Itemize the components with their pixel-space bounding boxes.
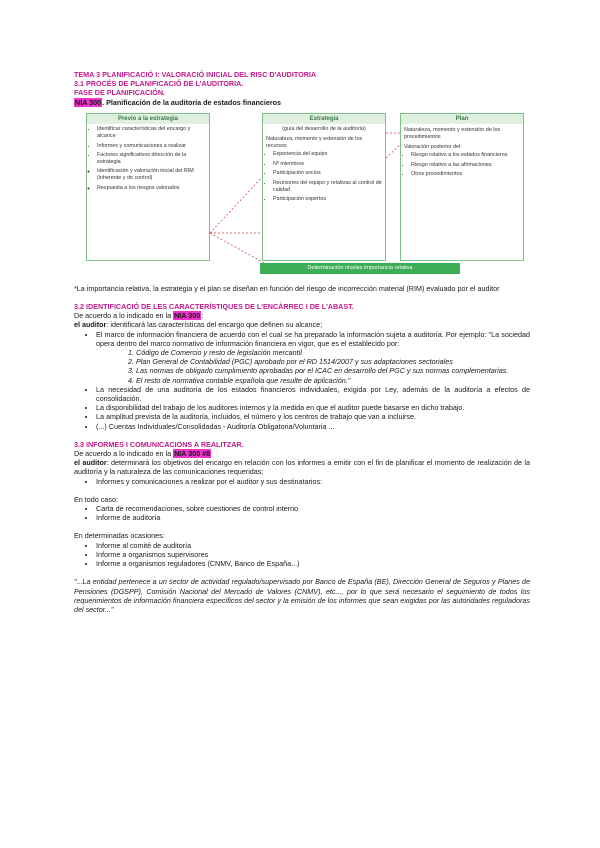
s32-numbered (74, 348, 530, 385)
estrategia-item: • Participación expertos (273, 196, 385, 203)
box-estrategia (262, 113, 386, 261)
importancia-relativa-bar: Determinación niveles importancia relativa (260, 263, 460, 274)
s33-intro: De acuerdo a lo indicado en la NIA 300 #8 (74, 449, 211, 459)
box-estrategia-title: Estrategia (263, 114, 385, 125)
list-item: • Informes y comunicaciones a realizar por el auditor y sus destinatarios: (96, 477, 530, 486)
nia-300-tag: NIA 300 (174, 311, 201, 321)
list-item: • Informe a organismos supervisores (96, 550, 530, 559)
list-item: • (...) Cuentas Individuales/Consolidadas - Auditoría Obligatoria/Voluntaria ... (96, 422, 530, 431)
list-item: • Informe al comité de auditoría (96, 541, 530, 550)
estrategia-intro: Naturaleza, momento y extensión de los recursos (266, 136, 363, 149)
box-plan-title: Plan (401, 114, 523, 125)
case-all-list (74, 504, 530, 522)
list-item: • El marco de información financiera de acuerdo con el cual se ha preparado la información sujeta a auditoría. Por ejemplo: "La sociedad opera dentro del marco normativo de información financiera en vigor, que es el establecido por: (96, 330, 530, 348)
list-item: • La amplitud prevista de la auditoría, incluidos, el número y los centros de trabajo que van a incluirse. (96, 412, 530, 421)
box-previo-title: Previo a la estrategia (87, 114, 209, 125)
s32-intro: De acuerdo a lo indicado en la NIA 300: (74, 311, 204, 321)
section-3-2-title: 3.2 IDENTIFICACIÓ DE LES CARACTERÍSTIQUES DE L'ENCÀRREC I DE L'ABAST. (74, 302, 354, 312)
list-item: • La disponibilidad del trabajo de los auditores internos y la medida en que el auditor puede basarse en dicho trabajo. (96, 403, 530, 412)
list-item: 4. El resto de normativa contable española que resulte de aplicación." (136, 376, 530, 385)
plan-intro: Naturaleza, momento y extensión de los procedimientos (404, 127, 501, 140)
estrategia-item: • Reuniones del equipo y relativas al control de calidad (273, 180, 385, 193)
case-some-list (74, 541, 530, 569)
list-item: • Informe de auditoría (96, 513, 530, 522)
section-3-3-title: 3.3 INFORMES I COMUNICACIONS A REALITZAR. (74, 439, 244, 449)
list-item: • La necesidad de una auditoría de los estados financieros individuales, exigida por Ley, además de la auditoría a efectos de consolidación. (96, 385, 530, 403)
plan-intro-2: Valoración posterior del: (404, 143, 462, 150)
estrategia-item: • Experiencia del equipo (273, 151, 385, 158)
nia-300-8-tag: NIA 300 #8 (174, 449, 211, 459)
phase-title: FASE DE PLANIFICACIÓN. (74, 88, 166, 98)
plan-item: • Otros procedimientos (411, 171, 523, 178)
plan-item: • Riesgo relativo a las afirmaciones (411, 162, 523, 169)
previo-item: • Factores significativos dirección de la estrategia (97, 152, 209, 165)
box-plan (400, 113, 524, 261)
s32-list (74, 330, 530, 348)
previo-subitem: ◦ Identificación y valoración inicial del RIM (inherente y de control) (97, 168, 209, 181)
list-item: 3. Las normas de obligado cumplimiento aprobadas por el ICAC en desarrollo del PGC y sus normas complementarias. (136, 366, 530, 375)
estrategia-note: (guía del desarrollo de la auditoría) (282, 126, 366, 133)
nia-heading (74, 98, 530, 107)
planning-diagram (86, 113, 526, 275)
previo-item: • Informes y comunicaciones a realizar (97, 143, 209, 150)
s33-lead: el auditor: determinará los objetivos del encargo en relación con los informes a emitir con el fin de planificar el momento de realización de la auditoría y la naturaleza de las comunicaciones requeridas; (74, 458, 530, 477)
s32-lead: el auditor: identificará las características del encargo que definen su alcance; (74, 320, 323, 330)
list-item: 2. Plan General de Contabilidad (PGC) aprobado por el RD 1514/2007 y sus adaptaciones sectoriales (136, 357, 530, 366)
box-previo (86, 113, 210, 261)
s33-list (74, 477, 530, 486)
previo-item: • Identificar características del encargo y alcance (97, 126, 209, 139)
previo-subitem: ◦ Respuesta a los riesgos valorados (97, 185, 209, 192)
list-item: • Informe a organismos reguladores (CNMV, Banco de España...) (96, 559, 530, 568)
list-item: • Carta de recomendaciones, sobre cuestiones de control interno (96, 504, 530, 513)
case-all-label: En todo caso: (74, 494, 118, 504)
footnote: *La importancia relativa, la estrategia y el plan se diseñan en función del riesgo de incorrección material (RIM) evaluado por el auditor (74, 283, 500, 293)
s32-list-2 (74, 385, 530, 431)
regulated-entity-quote: "...La entidad pertenece a un sector de actividad regulado/supervisado por Banco de España (BE), Dirección General de Seguros y Planes de Pensiones (DGSPP), Comisión Nacional del Mercado de Valores (CNMV), etc..., por lo que será necesario el seguimiento de todos los requerimientos de información financiera específicos del sector y la emisión de los informes que sean exigidas por las autoridades reguladoras del sector..." (74, 577, 530, 614)
list-item: 1. Código de Comercio y resto de legislación mercantil (136, 348, 530, 357)
plan-item: • Riesgo relativo a los estados financieros (411, 152, 523, 159)
estrategia-item: • Nº miembros (273, 161, 385, 168)
document-page (74, 70, 530, 614)
topic-title: TEMA 3 PLANIFICACIÓ I: VALORACIÓ INICIAL DEL RISC D'AUDITORIA (74, 70, 317, 79)
nia-300-tag: NIA 300 (75, 97, 102, 107)
estrategia-item: • Participación socios (273, 170, 385, 177)
section-3-1-title: 3.1 PROCÉS DE PLANIFICACIÓ DE L'AUDITORIA. (74, 79, 244, 89)
nia-heading-text: . Planificación de la auditoría de estados financieros (102, 97, 282, 107)
case-some-label: En determinadas ocasiones: (74, 531, 165, 541)
